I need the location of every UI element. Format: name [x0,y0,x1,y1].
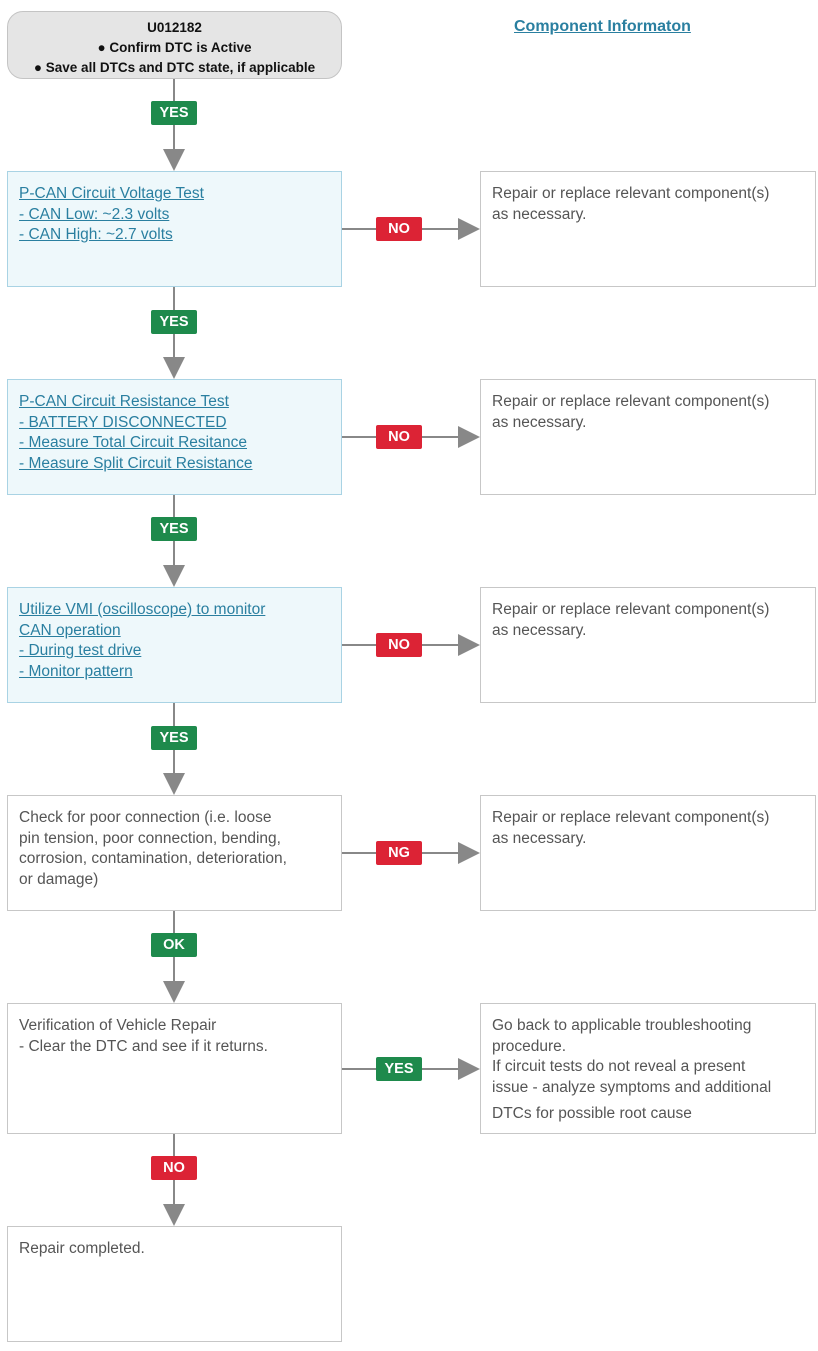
result-repair-2 [480,379,816,495]
arrow-right-icon [458,426,480,448]
no-badge: NO [376,425,422,449]
step-line: corrosion, contamination, deterioration, [19,850,287,867]
yes-badge: YES [151,517,197,541]
arrow-down-icon [163,981,185,1003]
result-line: DTCs for possible root cause [492,1105,692,1122]
step-repair-completed [7,1226,342,1342]
step-line[interactable]: - During test drive [19,642,142,659]
result-line: as necessary. [492,413,587,431]
result-line: Repair or replace relevant component(s) [492,809,770,826]
result-line: Repair or replace relevant component(s) [492,601,770,618]
arrow-down-icon [163,357,185,379]
result-line: issue - analyze symptoms and additional [492,1078,772,1096]
result-line: Repair or replace relevant component(s) [492,393,770,410]
start-box [7,11,342,79]
step-line: Verification of Vehicle Repair [19,1017,217,1034]
step-verification [7,1003,342,1134]
component-information-link[interactable]: Component Informaton [514,18,691,35]
result-line: Repair or replace relevant component(s) [492,185,770,202]
step-line[interactable]: - Measure Total Circuit Resitance [19,434,247,451]
step-line[interactable]: - Measure Split Circuit Resistance [19,454,253,472]
result-line: If circuit tests do not reveal a present [492,1058,746,1075]
arrow-down-icon [163,1204,185,1226]
step-line[interactable]: CAN operation [19,621,121,639]
step-line: - Clear the DTC and see if it returns. [19,1037,268,1055]
step-check-connection [7,795,342,911]
result-line: as necessary. [492,829,587,847]
arrow-right-icon [458,842,480,864]
result-line: Go back to applicable troubleshooting [492,1017,752,1034]
step-resistance-test[interactable] [7,379,342,495]
no-badge: NO [376,217,422,241]
step-line: Check for poor connection (i.e. loose [19,809,272,826]
step-line[interactable]: - BATTERY DISCONNECTED [19,413,227,431]
step-line[interactable]: - Monitor pattern [19,662,133,680]
yes-badge: YES [376,1057,422,1081]
start-item-confirm: ● Confirm DTC is Active [97,40,252,55]
result-line: procedure. [492,1037,567,1055]
step-line[interactable]: P-CAN Circuit Voltage Test [19,185,204,202]
yes-badge: YES [151,726,197,750]
step-oscilloscope[interactable] [7,587,342,703]
step-line[interactable]: P-CAN Circuit Resistance Test [19,393,229,410]
result-repair-1 [480,171,816,287]
dtc-code: U012182 [147,20,202,35]
step-line[interactable]: - CAN Low: ~2.3 volts [19,205,170,223]
arrow-right-icon [458,218,480,240]
step-voltage-test[interactable] [7,171,342,287]
step-line[interactable]: Utilize VMI (oscilloscope) to monitor [19,601,266,618]
ng-badge: NG [376,841,422,865]
step-line: Repair completed. [19,1240,145,1257]
step-line: or damage) [19,870,99,888]
result-go-back [480,1003,816,1134]
result-repair-3 [480,587,816,703]
result-line: as necessary. [492,621,587,639]
start-item-save: ● Save all DTCs and DTC state, if applicable [33,60,316,75]
yes-badge: YES [151,310,197,334]
result-repair-4 [480,795,816,911]
yes-badge: YES [151,101,197,125]
no-badge: NO [376,633,422,657]
arrow-right-icon [458,1058,480,1080]
step-line[interactable]: - CAN High: ~2.7 volts [19,226,173,243]
arrow-down-icon [163,149,185,171]
no-badge: NO [151,1156,197,1180]
arrow-right-icon [458,634,480,656]
arrow-down-icon [163,565,185,587]
arrow-down-icon [163,773,185,795]
result-line: as necessary. [492,205,587,223]
ok-badge: OK [151,933,197,957]
step-line: pin tension, poor connection, bending, [19,829,281,847]
